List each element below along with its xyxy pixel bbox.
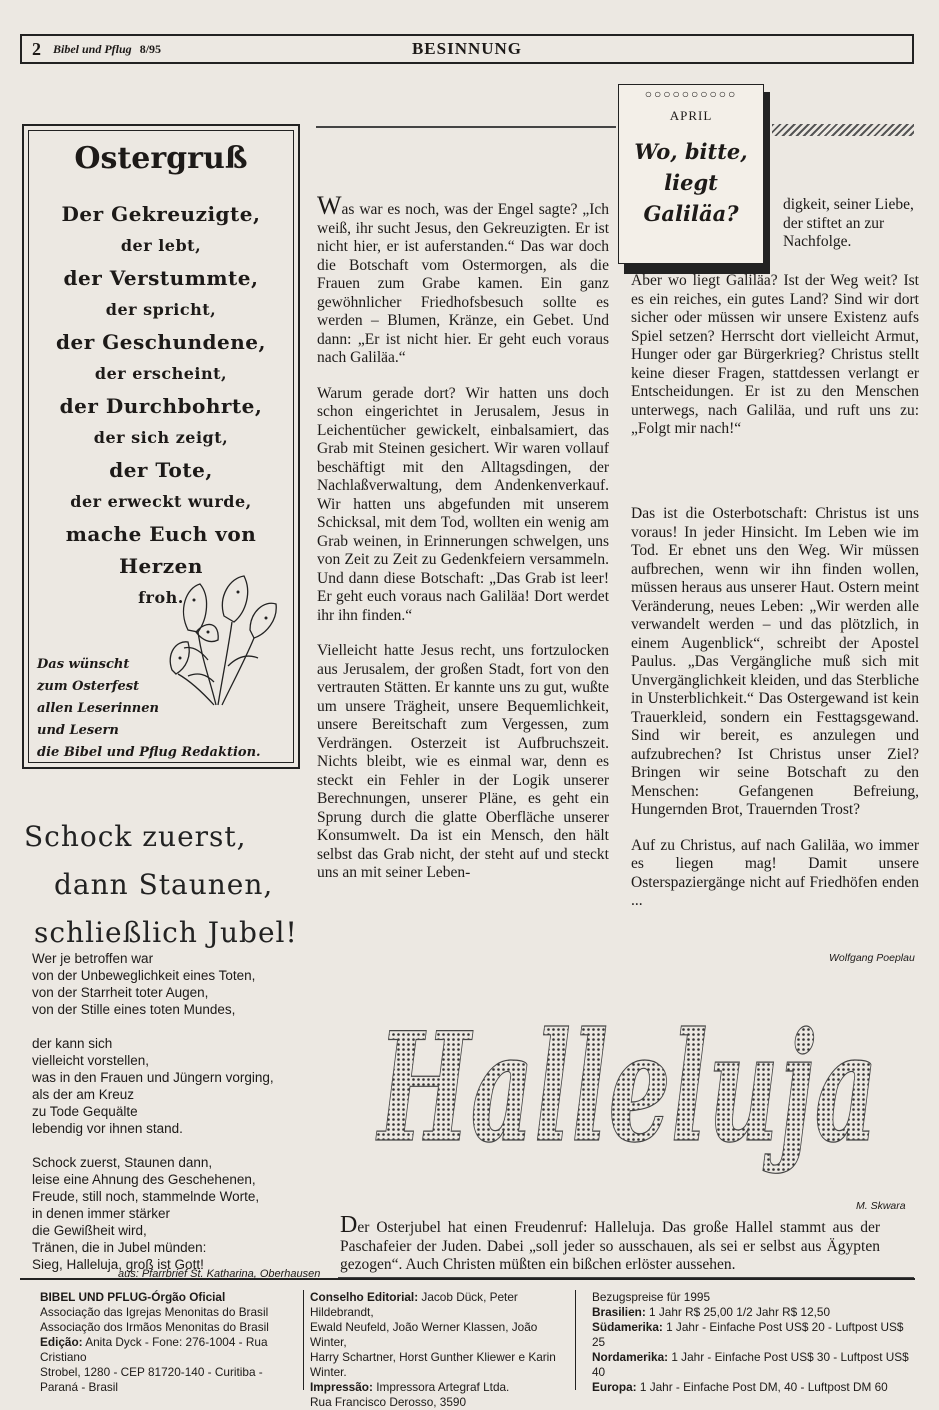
poem-line: in denen immer stärker [32,1206,171,1221]
imprint-text: Jacob Dück, Peter Hildebrandt, [310,1290,518,1319]
greeting-wish-line: Das wünscht [37,657,130,672]
article-author: Wolfgang Poeplau [829,952,915,964]
greeting-wish-line: die Bibel und Pflug Redaktion. [37,745,261,760]
poem-line: leise eine Ahnung des Geschehenen, [32,1172,256,1187]
poem-line: Freude, still noch, stammelnde Worte, [32,1189,260,1204]
page-header [20,34,914,64]
imprint-label: BIBEL UND PFLUG-Órgão Oficial [40,1290,226,1304]
imprint-label: Südamerika: [592,1320,663,1334]
greeting-line: der Geschundene, [55,330,266,354]
greeting-line: der Verstummte, [63,266,259,290]
greeting-wish-line: und Lesern [37,723,119,738]
imprint-publisher [20,1290,303,1394]
page-number: 2 [32,38,41,59]
greeting-line: der sich zeigt, [93,428,229,447]
schock-heading [24,813,314,957]
greeting-wish-line: zum Osterfest [37,679,140,694]
article-column-2-top: digkeit, seiner Liebe, der stiftet an zur Nachfolge. [783,196,914,250]
greeting-wish-line: allen Leserinnen [37,701,159,716]
greeting-line: der erweckt wurde, [70,492,252,511]
greeting-line: der spricht, [105,300,217,319]
imprint-label: Conselho Editorial: [310,1290,419,1304]
imprint-line [40,1365,303,1395]
caption-drop-cap: D [340,1212,358,1238]
crocus-flower-illustration [158,570,284,710]
imprint-line [40,1290,303,1305]
imprint-text: Ewald Neufeld, João Werner Klassen, João Winter, [310,1320,538,1349]
note-month: APRIL [669,108,713,123]
imprint-line [40,1305,303,1320]
caption-text: er Osterjubel hat einen Freudenruf: Halleluja. Das große Hallel stammt aus der Paschafeier der Juden. Dabei „soll jeder so ausschauen, als sei er selbst aus Ägypten gezogen“. Auch Christen müßten ein bißchen erlöster aussehen. [340,1219,880,1273]
imprint-line [592,1290,915,1305]
greeting-line: froh. [138,588,184,607]
article-column-1 [317,191,609,900]
greeting-line: der Tote, [109,458,213,482]
article-title-line: Galiläa? [643,201,739,226]
schock-poem [32,950,312,1290]
imprint-prices [575,1290,915,1394]
poem-line: was in den Frauen und Jüngern vorging, [32,1070,274,1085]
calendar-rings-icon: ○○○○○○○○○○ [644,87,738,101]
imprint-line [592,1305,915,1320]
imprint-line [592,1350,915,1380]
poem-line: zu Tode Gequälte [32,1104,138,1119]
article-rule [316,126,616,128]
article-title-note [618,84,770,274]
imprint-text: Harry Schartner, Horst Gunther Kliewer e Karin Winter. [310,1350,556,1379]
imprint-text: Impressora Artegraf Ltda. [372,1380,510,1394]
halleluja-caption [340,1212,880,1275]
greeting-line: mache Euch von Herzen [65,522,257,578]
article-rule-hatch [772,124,914,136]
paragraph-text: Vielleicht hatte Jesus recht, uns fortzulocken aus Jerusalem, der großen Stadt, fort von den vertrauten Stätten. Er kannte uns zu gut, wußte um unsere Trägheit, unsere Bequemlichkeit, unsere Bereitschaft zum Vergessen, zum Verdrängen. Osterzeit ist Aufbruchszeit. Nichts bleibt, wie es einmal war, denn es steckt ein Fehler in der Logik unserer Berechnungen, unserer Pläne, es geht ein Sprung durch die glatte Oberfläche unserer Konsumwelt. Da ist ein Mensch, den hält selbst das Grab nicht, der steht auf und steckt uns an mit seiner Leben- [317,642,609,881]
imprint-text: Bezugspreise für 1995 [592,1290,711,1304]
imprint-label: Edição: [40,1335,83,1349]
schock-heading-line: Schock zuerst, [24,820,247,853]
greeting-line: der erscheint, [94,364,228,383]
poem-line: die Gewißheit wird, [32,1223,147,1238]
poem-line: als der am Kreuz [32,1087,135,1102]
imprint-text: 1 Jahr - Einfache Post DM, 40 - Luftpost DM 60 [636,1380,888,1394]
poem-line: lebendig vor ihnen stand. [32,1121,183,1136]
poem-line: von der Starrheit toter Augen, [32,985,209,1000]
poem-source: aus: Pfarrbrief St. Katharina, Oberhausen [118,1268,321,1280]
publication-name: Bibel und Pflug [53,41,132,56]
imprint-text: Associação das Igrejas Menonitas do Brasil [40,1305,269,1319]
schock-heading-line: dann Staunen, [54,868,274,901]
imprint-text: Strobel, 1280 - CEP 81720-140 - Curitiba - Paraná - Brasil [40,1365,263,1394]
poem-stanza [32,950,312,1018]
imprint-line [310,1380,575,1395]
article-column-2 [631,505,919,928]
imprint-line [310,1320,575,1350]
imprint-line [40,1320,303,1335]
imprint-line [592,1380,915,1395]
imprint-line [40,1335,303,1365]
poem-stanza [32,1035,312,1137]
drop-cap: W [317,191,342,220]
imprint-text: 1 Jahr - Einfache Post US$ 30 - Luftpost US$ 40 [592,1350,909,1379]
imprint-label: Brasilien: [592,1305,646,1319]
imprint-text: Anita Dyck - Fone: 276-1004 - Rua Cristiano [40,1335,268,1364]
article-paragraph: Das ist die Osterbotschaft: Christus ist uns voraus! In jeder Hinsicht. Im Leben wie im Tod. Er ebnet uns den Weg. Wir müssen aufbrechen, wenn wir ihn finden wollen, müssen heraus aus unserer Haut. Ostern meint Veränderung, neues Leben: „Wir werden alle verwandelt werden – und das plötzlich, in einem Augenblick“, schreibt der Apostel Paulus. „Das Vergängliche muß sich mit Unvergänglichkeit kleiden, und das Sterbliche in Unsterblichkeit.“ Das Ostergewand ist kein Trauerkleid, sondern ein Festtagsgewand. Sind wir bereit, es anzulegen und aufzubrechen? Ist Christus unser Ziel? Bringen wir seine Botschaft zu den Menschen: Gefangenen Befreiung, Hungernden Brot, Trauernden Trost? [631,505,919,818]
paragraph-text: Warum gerade dort? Wir hatten uns doch schon eingerichtet in Jerusalem, Jesus in Leichentücher gewickelt, einbalsamiert, das Grab mit Steinen gesichert. Wir waren vollauf beschäftigt mit den Alltagsdingen, der Nachlaßverwaltung, dem Andenkenverkauf. Wir hatten uns abgefunden mit unserem Schicksal, mit dem Tod, wollten ein wenig am Grab weinen, in Erinnerungen schwelgen, uns von Zeit zu Zeit zu Gedenkfeiern versammeln. Und dann diese Botschaft: „Das Grab ist leer! Er geht euch voraus nach Galiläa! Dort werdet ihr ihn finden.“ [317,384,609,624]
imprint-label: Impressão: [310,1380,373,1394]
imprint-editorial [303,1290,575,1409]
poem-stanza [32,1154,312,1273]
paragraph-text: as war es noch, was der Engel sagte? „Ich weiß, ihr sucht Jesus, den Gekreuzigten. Er ist nicht hier, er ist auferstanden.“ Das war doch die Botschaft vom Ostermorgen, als die Frauen zum Grabe kamen. Ein ganz gewöhnlicher Friedhofsbesuch sollte es werden – Blumen, Kränze, ein Gebet. Und dann: „Er ist nicht hier. Er geht euch voraus nach Galiläa.“ [317,201,609,366]
imprint-text: Associação dos Irmãos Menonitas do Brasil [40,1320,269,1334]
imprint-label: Europa: [592,1380,637,1394]
article-paragraph [317,642,609,883]
ostergruss-lines [37,198,285,614]
poem-line: der kann sich [32,1036,113,1051]
imprint-line [592,1320,915,1350]
greeting-line: der Durchbohrte, [59,394,263,418]
poem-line: Wer je betroffen war [32,951,154,966]
imprint-text: 1 Jahr R$ 25,00 1/2 Jahr R$ 12,50 [645,1305,831,1319]
imprint-text: Rua Francisco Derosso, 3590 [310,1395,467,1409]
article-title-line: Wo, bitte, [634,139,748,164]
article-paragraph [317,385,609,626]
imprint-label: Nordamerika: [592,1350,669,1364]
illustration-credit: M. Skwara [856,1200,906,1212]
greeting-line: Der Gekreuzigte, [61,202,261,226]
poem-line: Schock zuerst, Staunen dann, [32,1155,213,1170]
poem-line: von der Unbeweglichkeit eines Toten, [32,968,256,983]
poem-line: vielleicht vorstellen, [32,1053,150,1068]
poem-line: von der Stille eines toten Mundes, [32,1002,236,1017]
poem-line: Tränen, die in Jubel münden: [32,1240,207,1255]
ostergruss-title: Ostergruß [74,141,248,176]
imprint-line [310,1395,575,1410]
halleluja-floral-lettering [366,972,886,1202]
article-title-line: liegt [664,170,718,195]
article-paragraph: Auf zu Christus, auf nach Galiläa, wo immer es liegen mag! Damit unsere Osterspaziergänge nicht auf Friedhöfen enden ... [631,836,919,909]
article-title [619,136,763,229]
schock-heading-line: schließlich Jubel! [34,916,298,949]
poem-line: Sieg, Halleluja, groß ist Gott! [32,1257,204,1272]
imprint-line [310,1350,575,1380]
article-column-2-intro [631,272,919,456]
imprint-line [310,1290,575,1320]
halleluja-word: Halleluja [375,1000,878,1176]
imprint-footer [20,1278,915,1409]
article-paragraph: Aber wo liegt Galiläa? Ist der Weg weit? Ist es ein reiches, ein gutes Land? Sind wir dort sicher oder müssen wir unsere Existenz aufs Spiel setzen? Herrscht dort vielleicht Armut, Hunger oder gar Bürgerkrieg? Christus stellt keine dieser Fragen, stattdessen verlangt er Entscheidungen. Er ist zu den Menschen unterwegs, nach Galiläa, und ruft uns zu: „Folgt mir nach!“ [631,272,919,437]
greeting-line: der lebt, [120,236,202,255]
article-paragraph [317,191,609,368]
issue-number: 8/95 [139,41,162,56]
section-title: BESINNUNG [411,39,523,58]
imprint-text: 1 Jahr - Einfache Post US$ 20 - Luftpost US$ 25 [592,1320,904,1349]
